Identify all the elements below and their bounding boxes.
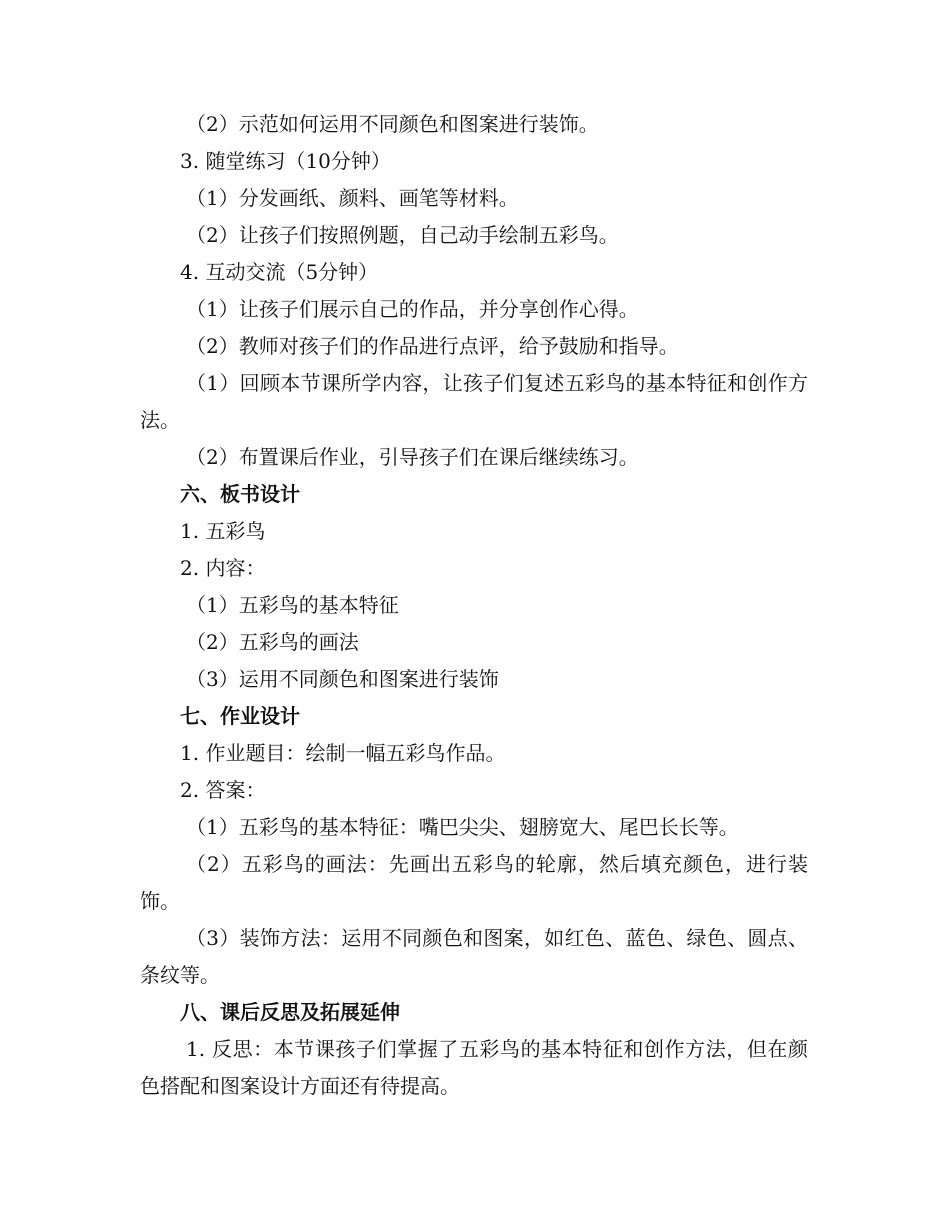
paragraph-board-item-1: 1. 五彩鸟 <box>180 519 266 543</box>
paragraph-board-sub-2: （2）五彩鸟的画法 <box>186 630 359 654</box>
paragraph-board-sub-1: （1）五彩鸟的基本特征 <box>186 593 399 617</box>
paragraph-teacher-comment: （2）教师对孩子们的作品进行点评，给予鼓励和指导。 <box>186 334 679 358</box>
document-body <box>140 106 808 1105</box>
paragraph-review: （1）回顾本节课所学内容，让孩子们复述五彩鸟的基本特征和创作方法。 <box>140 371 808 432</box>
paragraph-board-sub-3: （3）运用不同颜色和图案进行装饰 <box>186 667 499 691</box>
paragraph-board-item-2: 2. 内容： <box>180 556 266 580</box>
paragraph-distribute-materials: （1）分发画纸、颜料、画笔等材料。 <box>186 186 519 210</box>
paragraph-show-works: （1）让孩子们展示自己的作品，并分享创作心得。 <box>186 297 639 321</box>
section-heading-board-design: 六、板书设计 <box>180 482 300 506</box>
paragraph-answer-1: （1）五彩鸟的基本特征：嘴巴尖尖、翅膀宽大、尾巴长长等。 <box>186 815 739 839</box>
paragraph-practice-title: 3. 随堂练习（10分钟） <box>180 149 391 173</box>
paragraph-homework-assign: （2）布置课后作业，引导孩子们在课后继续练习。 <box>186 445 639 469</box>
paragraph-answer-3: （3）装饰方法：运用不同颜色和图案，如红色、蓝色、绿色、圆点、条纹等。 <box>140 926 808 987</box>
section-heading-homework-design: 七、作业设计 <box>180 704 300 728</box>
paragraph-interaction-title: 4. 互动交流（5分钟） <box>180 260 379 284</box>
paragraph-homework-item-2: 2. 答案： <box>180 778 266 802</box>
paragraph-homework-item-1: 1. 作业题目：绘制一幅五彩鸟作品。 <box>180 741 506 765</box>
section-heading-reflection: 八、课后反思及拓展延伸 <box>180 1000 400 1024</box>
paragraph-reflection: 1. 反思：本节课孩子们掌握了五彩鸟的基本特征和创作方法，但在颜色搭配和图案设计方面还有待提高。 <box>140 1037 808 1098</box>
paragraph-answer-2: （2）五彩鸟的画法：先画出五彩鸟的轮廓，然后填充颜色，进行装饰。 <box>140 852 808 913</box>
paragraph-demo-decoration: （2）示范如何运用不同颜色和图案进行装饰。 <box>186 112 599 136</box>
paragraph-children-draw: （2）让孩子们按照例题，自己动手绘制五彩鸟。 <box>186 223 619 247</box>
